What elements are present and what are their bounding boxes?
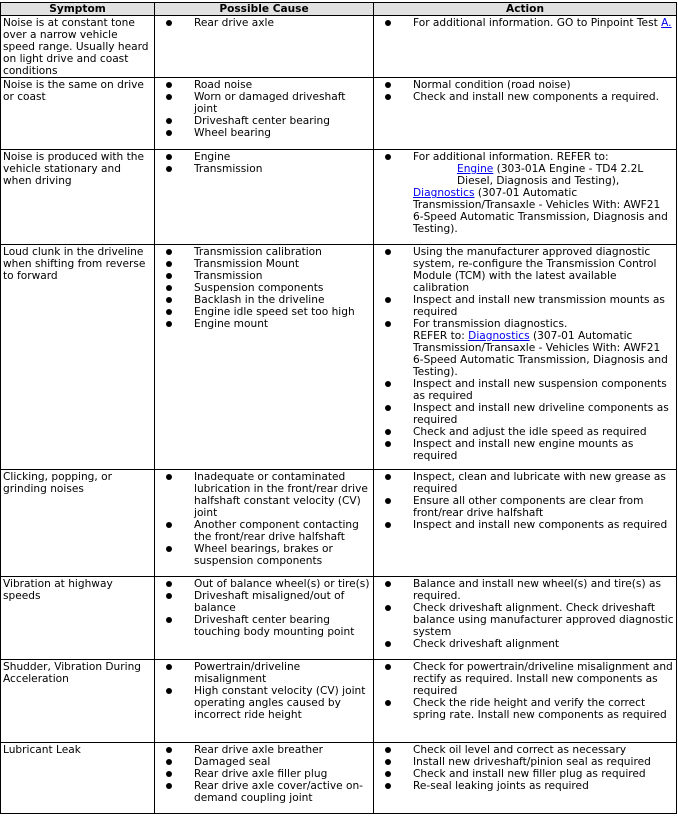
action-item: Ensure all other components are clear from front/rear drive halfshaft	[413, 495, 674, 519]
action-cell	[374, 577, 677, 660]
cause-item: Transmission Mount	[194, 258, 371, 270]
cause-item: Driveshaft center bearing	[194, 115, 371, 127]
cause-item: Worn or damaged driveshaft joint	[194, 91, 371, 115]
cause-item: Inadequate or contaminated lubrication in the front/rear drive halfshaft constant velocity (CV) joint	[194, 471, 371, 519]
action-cell	[374, 16, 677, 78]
header-symptom: Symptom	[1, 3, 155, 16]
table-row	[1, 577, 677, 660]
cause-item: High constant velocity (CV) joint operating angles caused by incorrect ride height	[194, 685, 371, 721]
cause-cell	[155, 245, 374, 470]
cause-item: Transmission calibration	[194, 246, 371, 258]
cause-item: Engine idle speed set too high	[194, 306, 371, 318]
action-item: For transmission diagnostics. REFER to: Diagnostics (307-01 Automatic Transmission/Transaxle - Vehicles With: AWF21 6-Speed Automatic Transmission, Diagnosis and Testing).	[413, 318, 674, 378]
symptom-cell: Noise is produced with the vehicle stationary and when driving	[1, 150, 155, 245]
cause-item: Rear drive axle filler plug	[194, 768, 371, 780]
cause-cell	[155, 16, 374, 78]
action-item: Check oil level and correct as necessary	[413, 744, 674, 756]
action-cell	[374, 245, 677, 470]
action-item: Inspect and install new transmission mounts as required	[413, 294, 674, 318]
action-item: Check driveshaft alignment. Check driveshaft balance using manufacturer approved diagnostic system	[413, 602, 674, 638]
action-item: For additional information. GO to Pinpoint Test A.	[413, 17, 674, 29]
symptom-cell: Clicking, popping, or grinding noises	[1, 470, 155, 577]
diagnostic-table	[0, 2, 677, 814]
action-item: Check and adjust the idle speed as required	[413, 426, 674, 438]
table-row	[1, 78, 677, 150]
action-item: For additional information. REFER to: Engine (303-01A Engine - TD4 2.2L Diesel, Diagnosis and Testing), Diagnostics (307-01 Automatic Transmission/Transaxle - Vehicles With: AWF21 6-Speed Automatic Transmission, Diagnosis and Testing).	[413, 151, 674, 235]
ref-engine: Engine (303-01A Engine - TD4 2.2L Diesel, Diagnosis and Testing),	[457, 163, 644, 187]
cause-cell	[155, 150, 374, 245]
symptom-cell: Noise is at constant tone over a narrow vehicle speed range. Usually heard on light drive and coast conditions	[1, 16, 155, 78]
cause-item: Another component contacting the front/rear drive halfshaft	[194, 519, 371, 543]
action-item: Check and install new filler plug as required	[413, 768, 674, 780]
cause-item: Wheel bearings, brakes or suspension components	[194, 543, 371, 567]
table-row	[1, 470, 677, 577]
action-item: Inspect, clean and lubricate with new grease as required	[413, 471, 674, 495]
symptom-cell: Loud clunk in the driveline when shifting from reverse to forward	[1, 245, 155, 470]
cause-cell	[155, 577, 374, 660]
header-row	[1, 3, 677, 16]
table-row	[1, 245, 677, 470]
header-possible-cause: Possible Cause	[155, 3, 374, 16]
action-item: Inspect and install new engine mounts as required	[413, 438, 674, 462]
action-item: Check driveshaft alignment	[413, 638, 674, 650]
cause-item: Transmission	[194, 163, 371, 175]
pinpoint-test-a-link[interactable]: A.	[661, 17, 672, 29]
cause-item: Out of balance wheel(s) or tire(s)	[194, 578, 370, 590]
action-cell	[374, 743, 677, 814]
action-item: Install new driveshaft/pinion seal as required	[413, 756, 674, 768]
symptom-cell: Vibration at highway speeds	[1, 577, 155, 660]
cause-item: Wheel bearing	[194, 127, 371, 139]
diagnostics-link[interactable]: Diagnostics	[413, 187, 475, 199]
action-item: Check for powertrain/driveline misalignment and rectify as required. Install new components as required	[413, 661, 673, 697]
action-item: Using the manufacturer approved diagnostic system, re-configure the Transmission Control Module (TCM) with the latest available calibration	[413, 246, 674, 294]
action-item: Normal condition (road noise)	[413, 79, 674, 91]
cause-cell	[155, 78, 374, 150]
action-cell	[374, 470, 677, 577]
diagnostics-link[interactable]: Diagnostics	[468, 330, 530, 342]
cause-cell	[155, 743, 374, 814]
cause-item: Driveshaft misaligned/out of balance	[194, 590, 371, 614]
cause-item: Engine	[194, 151, 371, 163]
engine-link[interactable]: Engine	[457, 163, 494, 175]
action-cell	[374, 78, 677, 150]
action-cell	[374, 660, 677, 743]
cause-item: Rear drive axle cover/active on-demand coupling joint	[194, 780, 371, 804]
action-item: Check the ride height and verify the correct spring rate. Install new components as required	[413, 697, 674, 721]
cause-item: Powertrain/driveline misalignment	[194, 661, 371, 685]
cause-item: Rear drive axle breather	[194, 744, 371, 756]
symptom-cell: Lubricant Leak	[1, 743, 155, 814]
ref-diagnostics: Diagnostics (307-01 Automatic Transmission/Transaxle - Vehicles With: AWF21 6-Speed Automatic Transmission, Diagnosis and Testing).	[413, 187, 668, 235]
symptom-cell: Noise is the same on drive or coast	[1, 78, 155, 150]
cause-item: Rear drive axle	[194, 17, 371, 29]
action-item: Inspect and install new suspension components as required	[413, 378, 674, 402]
action-cell	[374, 150, 677, 245]
action-item: Balance and install new wheel(s) and tire(s) as required.	[413, 578, 674, 602]
cause-cell	[155, 660, 374, 743]
cause-item: Road noise	[194, 79, 371, 91]
table-row	[1, 660, 677, 743]
action-item: Inspect and install new driveline components as required	[413, 402, 674, 426]
cause-item: Driveshaft center bearing touching body mounting point	[194, 614, 371, 638]
cause-item: Damaged seal	[194, 756, 371, 768]
cause-item: Transmission	[194, 270, 371, 282]
action-item: Inspect and install new components as required	[413, 519, 674, 531]
table-row	[1, 16, 677, 78]
action-item: Re-seal leaking joints as required	[413, 780, 674, 792]
cause-item: Suspension components	[194, 282, 371, 294]
table-row	[1, 150, 677, 245]
table-row	[1, 743, 677, 814]
cause-cell	[155, 470, 374, 577]
symptom-cell: Shudder, Vibration During Acceleration	[1, 660, 155, 743]
header-action: Action	[374, 3, 677, 16]
cause-item: Engine mount	[194, 318, 371, 330]
action-item: Check and install new components a required.	[413, 91, 674, 103]
cause-item: Backlash in the driveline	[194, 294, 371, 306]
